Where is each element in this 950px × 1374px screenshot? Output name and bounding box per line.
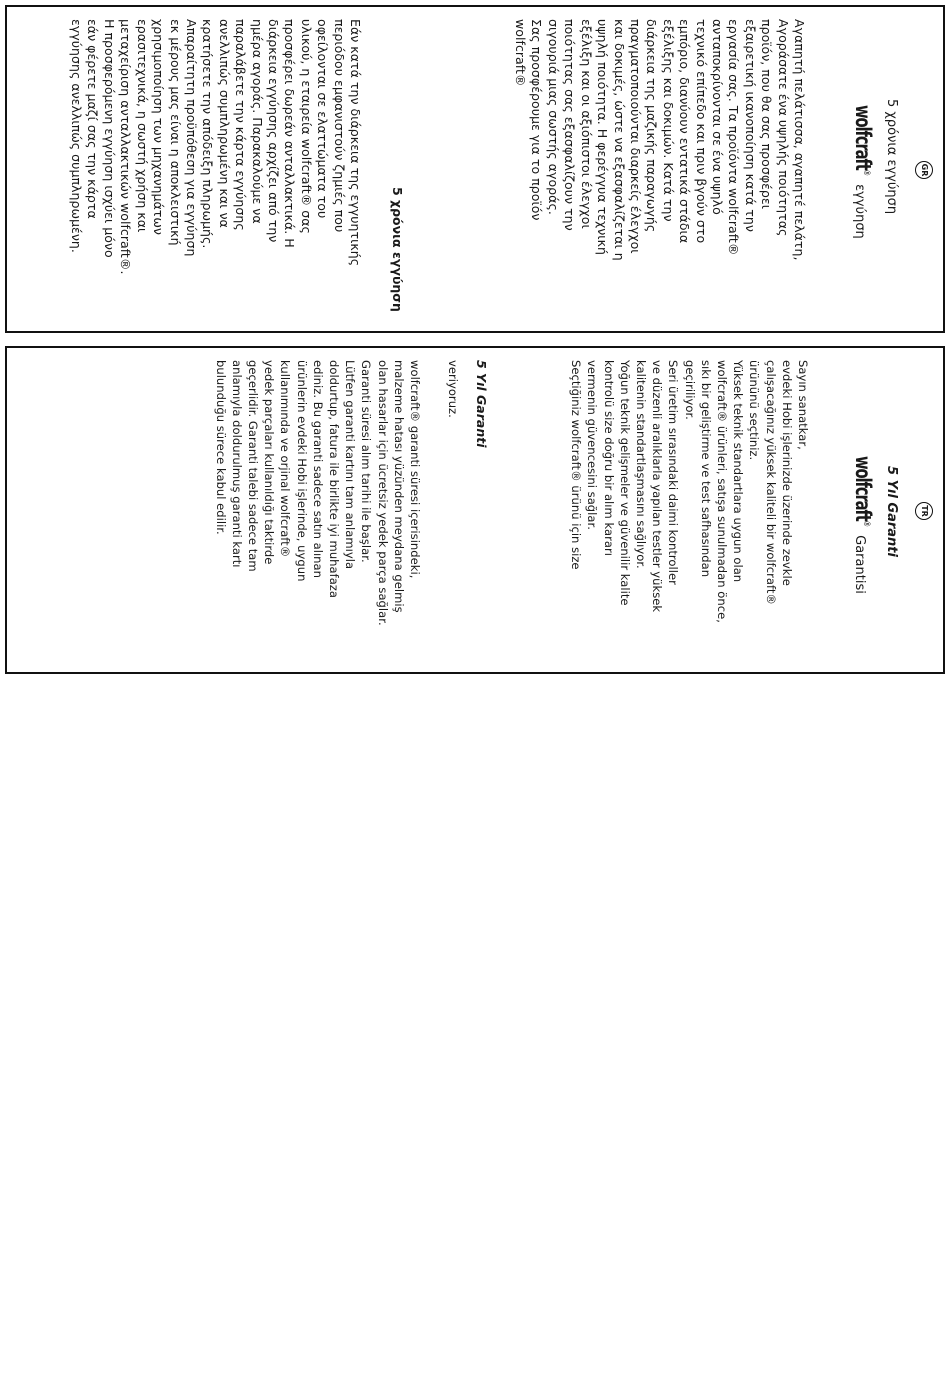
brand-row-tr	[851, 456, 875, 594]
brand-row-gr	[851, 105, 875, 239]
turkish-warranty-panel	[5, 346, 945, 674]
section-intro-tr: veriyoruz.	[446, 360, 460, 418]
section-title-tr: 5 Yıl Garanti	[474, 360, 489, 448]
language-badge-tr: TR	[915, 502, 933, 520]
page-title-gr: 5 χρόνια εγγύηση	[884, 99, 899, 215]
page-title-tr: 5 Yıl Garanti	[884, 466, 899, 557]
language-badge-gr: GR	[915, 161, 933, 179]
intro-text-gr: Αγαπητή πελάτισσα, αγαπητέ πελάτη, Αγοράσατε ένα υψηλής ποιότητας προϊόν, που θα σας προσφέρει εξαιρετική ικανοποίηση κατά την εργασία σας. Τα προϊόντα wolfcraft® ανταποκρίνονται σε ένα υψηλό τεχνικό επίπεδο και πριν βγούν στο εμπόριο, διανύουν εντατικά στάδια εξέλιξης και δοκιμών. Κατά την διάρκεια της μαζικής παραγωγής πραγματοποιούνται διαρκείς έλεγχοι και δοκιμές, ώστε να εξασφαλίζεται η υψηλή ποιότητα. Η φερέγγυα τεχνική εξέλιξη και οι αξιόπιστοι έλεγχοι ποιότητας σας εξασφαλίζουν την σιγουριά μιας σωστής αγοράς. Σας προσφέρουμε για το προϊόν wolfcraft®	[513, 19, 807, 261]
wolfcraft-logo: wolfcraft®	[851, 456, 875, 528]
brand-suffix-tr: Garantisi	[852, 535, 867, 594]
wolfcraft-logo: wolfcraft®	[851, 105, 875, 177]
terms-text-gr: Εάν κατά την διάρκεια της εγγυητικής περιόδου εμφανιστούν ζημιές που οφείλονται σε ελαττώματα του υλικού, η εταιρεία wolfcraft® σας προσφέρει δωρεάν ανταλλακτικά. Η διάρκεια εγγύησης αρχίζει από την ημέρα αγοράς. Παρακαλούμε να παραλάβετε την κάρτα εγγύησης ανελλιπώς συμπληρωμένη και να κρατήσετε την απόδειξη πληρωμής. Απαραίτητη προϋπόθεση για εγγύηση εκ μέρους μας είναι η αποκλειστική χρησιμοποίηση των μηχανημάτων ερασιτεχνικά, η σωστή χρήση και μεταχείριση ανταλλακτικών wolfcraft®. Η προσφερόμενη εγγύηση ισχύει μόνο εάν φέρετε μαζί σας την κάρτα εγγύησης ανελλιπώς συμπληρωμένη.	[69, 19, 363, 275]
intro-text-tr: Sayın sanatkar, evdeki Hobi işlerinizde üzerinde zevkle çalışacağınız yüksek kaliteli bir wolfcraft® ürününü seçtiniz. Yüksek teknik standartlara uygun olan wolfcraft® ürünleri, satışa sunulmadan önce, sıkı bir geliştirme ve test safhasından geçiriliyor. Seri üretim sırasındaki daimi kontroller ve düzenli aralıklarla yapılan testler yüksek kalitenin standartlaşmasını sağlıyor. Yoğun teknik gelişmeler ve güvenilir kalite kontrolü size doğru bir alım kararı vermenin güvencesini sağlar. Seçtiğiniz wolfcraft® ürünü için size	[569, 360, 810, 623]
terms-text-tr: wolfcraft® garanti süresi içerisindeki, malzeme hatası yüzünden meydana gelmiş olan hasarlar için ücretsiz yedek parça sağlar. Garanti süresi alım tarihi ile başlar. Lütfen garanti kartını tam anlamıyla doldurtup, fatura ile birlikte iyi muhafaza ediniz. Bu garanti sadece satın alınan ürünlerin evdeki Hobi işlerinde, uygun kullanımında ve orjinal wolfcraft® yedek parçaları kullanıldığı taktirde geçerlidir. Garanti talebi sadece tam anlamıyla doldurulmuş garanti kartı bulunduğu sürece kabul edilir.	[213, 360, 422, 626]
section-title-gr: 5 χρόνια εγγύηση	[390, 187, 405, 312]
brand-suffix-gr: εγγύηση	[852, 184, 867, 239]
greek-warranty-panel	[5, 5, 945, 333]
